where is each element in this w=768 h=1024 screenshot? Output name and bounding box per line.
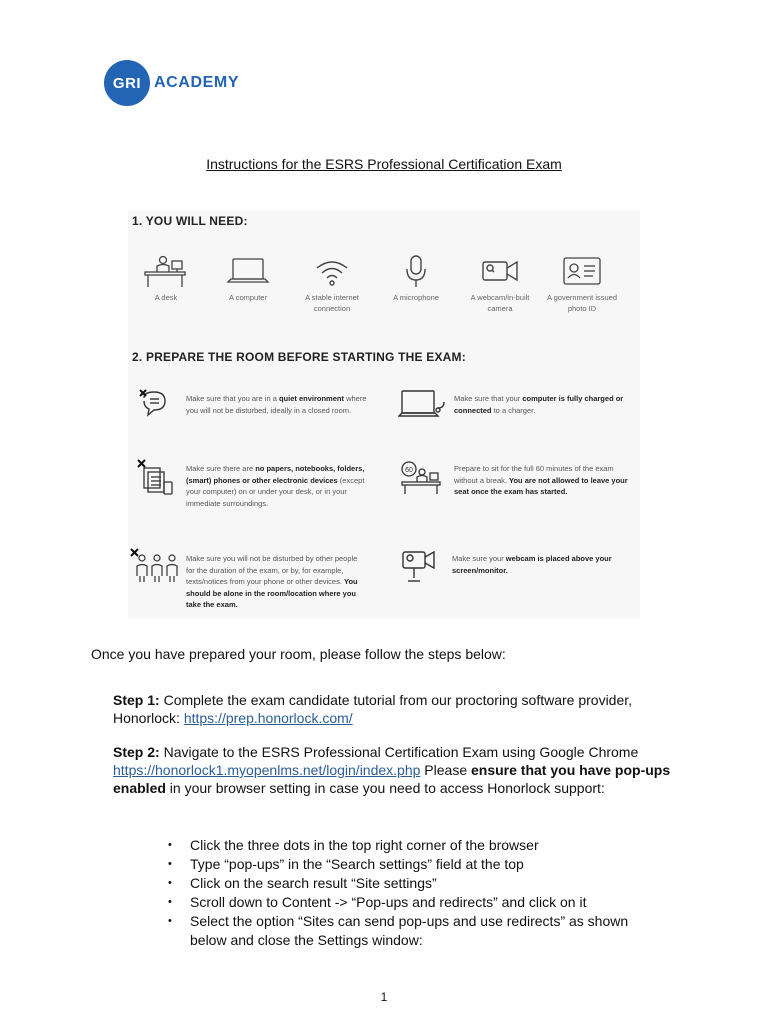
laptop-icon [225, 254, 271, 288]
need-label-desk: A desk [154, 293, 178, 302]
sixty-minutes-desk-icon [398, 460, 444, 496]
list-item: • Select the option “Sites can send pop-ups and use redirects” as shown below and close the Settings window: [168, 912, 648, 950]
step-2-label: Step 2: [113, 744, 160, 760]
webcam-icon [477, 254, 523, 288]
section-you-will-need-title: 1. YOU WILL NEED: [132, 214, 248, 228]
prep-quiet-environment: Make sure that you are in a quiet environment where you will not be disturbed, ideally in a closed room. [186, 394, 367, 415]
requirements-infographic [128, 210, 640, 618]
need-label-computer: A computer [229, 293, 267, 302]
list-item: • Type “pop-ups” in the “Search settings” field at the top [168, 855, 648, 874]
prep-sixty-minutes: Prepare to sit for the full 60 minutes of the exam without a break. You are not allowed to leave your seat once the exam has started. [454, 464, 628, 496]
prep-charged-computer: Make sure that your computer is fully charged or connected to a charger. [454, 394, 624, 415]
no-people-icon [130, 548, 184, 584]
honorlock-prep-link[interactable]: https://prep.honorlock.com/ [183, 710, 353, 726]
clock-60-label: 60 [405, 467, 413, 474]
document-title: Instructions for the ESRS Professional Certification Exam [206, 156, 562, 172]
prep-no-people: Make sure you will not be disturbed by other people for the duration of the exam, or by, for example, texts/notices from your phone or other devices. You should be alone in the room/location where you take the exam. [186, 554, 358, 609]
prep-webcam-placement: Make sure your webcam is placed above your screen/monitor. [452, 554, 612, 575]
list-item: • Click on the search result “Site settings” [168, 874, 648, 893]
openlms-login-link[interactable]: https://honorlock1.myopenlms.net/login/index.php [113, 762, 421, 778]
intro-text: Once you have prepared your room, please follow the steps below: [91, 646, 506, 662]
section-prepare-room-title: 2. PREPARE THE ROOM BEFORE STARTING THE EXAM: [132, 350, 466, 364]
need-item-desk [128, 254, 204, 303]
quiet-environment-icon [138, 388, 172, 420]
need-label-internet: A stable internet connection [305, 293, 359, 313]
step-1-label: Step 1: [113, 692, 160, 708]
desk-icon [143, 254, 189, 288]
logo-name: ACADEMY [154, 74, 240, 91]
list-item: • Scroll down to Content -> “Pop-ups and redirects” and click on it [168, 893, 648, 912]
prep-no-papers: Make sure there are no papers, notebooks, folders, (smart) phones or other electronic devices (except your computer) on or under your desk, or in your immediate surroundings. [186, 464, 365, 508]
popup-settings-steps [168, 836, 648, 950]
need-item-computer [210, 254, 286, 303]
no-papers-devices-icon [136, 458, 176, 498]
need-item-photo-id [544, 254, 620, 314]
need-item-microphone [378, 254, 454, 303]
id-card-icon [559, 254, 605, 288]
need-label-microphone: A microphone [393, 293, 439, 302]
gri-academy-logo [104, 60, 239, 106]
wifi-icon [309, 254, 355, 288]
logo-mark: GRI [104, 60, 150, 106]
need-label-webcam: A webcam/in-built camera [470, 293, 530, 313]
microphone-icon [393, 254, 439, 288]
step-1: Step 1: Complete the exam candidate tutorial from our proctoring software provider, Honorlock: https://prep.honorlock.com/ [113, 692, 633, 726]
need-label-photo-id: A government issued photo ID [546, 293, 618, 313]
step-2: Step 2: Navigate to the ESRS Professional Certification Exam using Google Chrome https://honorlock1.myopenlms.net/login/index.php Please ensure that you have pop-ups enabled in your browser setting in case you need to access Honorlock support: [113, 744, 671, 796]
list-item: • Click the three dots in the top right corner of the browser [168, 836, 648, 855]
charged-laptop-icon [398, 388, 448, 420]
webcam-above-screen-icon [400, 548, 440, 584]
need-item-webcam [462, 254, 538, 314]
page-number: 1 [380, 990, 388, 1004]
need-item-internet [294, 254, 370, 314]
